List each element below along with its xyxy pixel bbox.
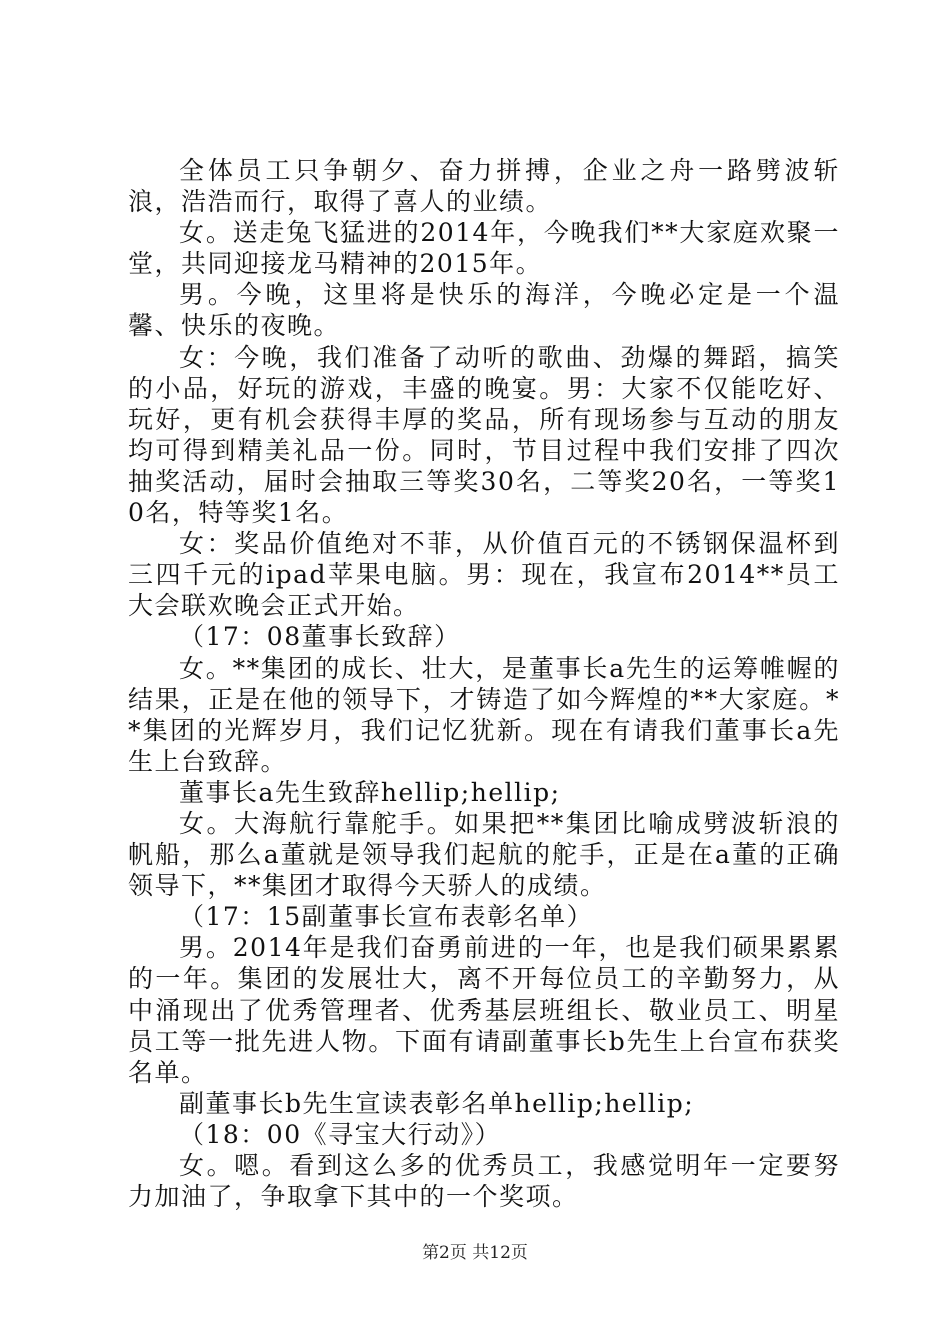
paragraph: 女。**集团的成长、壮大，是董事长a先生的运筹帷幄的结果，正是在他的领导下，才铸造了如今辉煌的**大家庭。**集团的光辉岁月，我们记忆犹新。现在有请我们董事长a先生上台致辞。 <box>128 653 840 776</box>
paragraph: 女。嗯。看到这么多的优秀员工，我感觉明年一定要努力加油了，争取拿下其中的一个奖项。 <box>128 1151 840 1212</box>
section-heading: （18：00《寻宝大行动》） <box>179 1119 502 1149</box>
paragraph: 女：今晚，我们准备了动听的歌曲、劲爆的舞蹈，搞笑的小品，好玩的游戏，丰盛的晚宴。男：大家不仅能吃好、玩好，更有机会获得丰厚的奖品，所有现场参与互动的朋友均可得到精美礼品一份。同时，节目过程中我们安排了四次抽奖活动，届时会抽取三等奖30名，二等奖20名，一等奖10名，特等奖1名。 <box>128 342 840 528</box>
paragraph: 女。大海航行靠舵手。如果把**集团比喻成劈波斩浪的帆船，那么a董就是领导我们起航的舵手，正是在a董的正确领导下，**集团才取得今天骄人的成绩。 <box>128 808 840 901</box>
paragraph: 副董事长b先生宣读表彰名单hellip;hellip; <box>179 1088 695 1118</box>
paragraph: 全体员工只争朝夕、奋力拼搏，企业之舟一路劈波斩浪，浩浩而行，取得了喜人的业绩。 <box>128 156 840 217</box>
page-number-footer: 第2页 共12页 <box>422 1243 528 1263</box>
paragraph: 男。今晚，这里将是快乐的海洋，今晚必定是一个温馨、快乐的夜晚。 <box>128 280 840 341</box>
paragraph: 女。送走兔飞猛进的2014年，今晚我们**大家庭欢聚一堂，共同迎接龙马精神的2015年。 <box>128 218 840 279</box>
section-heading: （17：15副董事长宣布表彰名单） <box>179 902 594 932</box>
section-heading: （17：08董事长致辞） <box>179 622 461 652</box>
paragraph: 董事长a先生致辞hellip;hellip; <box>179 777 561 807</box>
document-body <box>128 155 840 1212</box>
paragraph: 男。2014年是我们奋勇前进的一年，也是我们硕果累累的一年。集团的发展壮大，离不开每位员工的辛勤努力，从中涌现出了优秀管理者、优秀基层班组长、敬业员工、明星员工等一批先进人物。下面有请副董事长b先生上台宣布获奖名单。 <box>128 933 840 1087</box>
paragraph: 女：奖品价值绝对不菲，从价值百元的不锈钢保温杯到三四千元的ipad苹果电脑。男：现在，我宣布2014**员工大会联欢晚会正式开始。 <box>128 529 840 621</box>
